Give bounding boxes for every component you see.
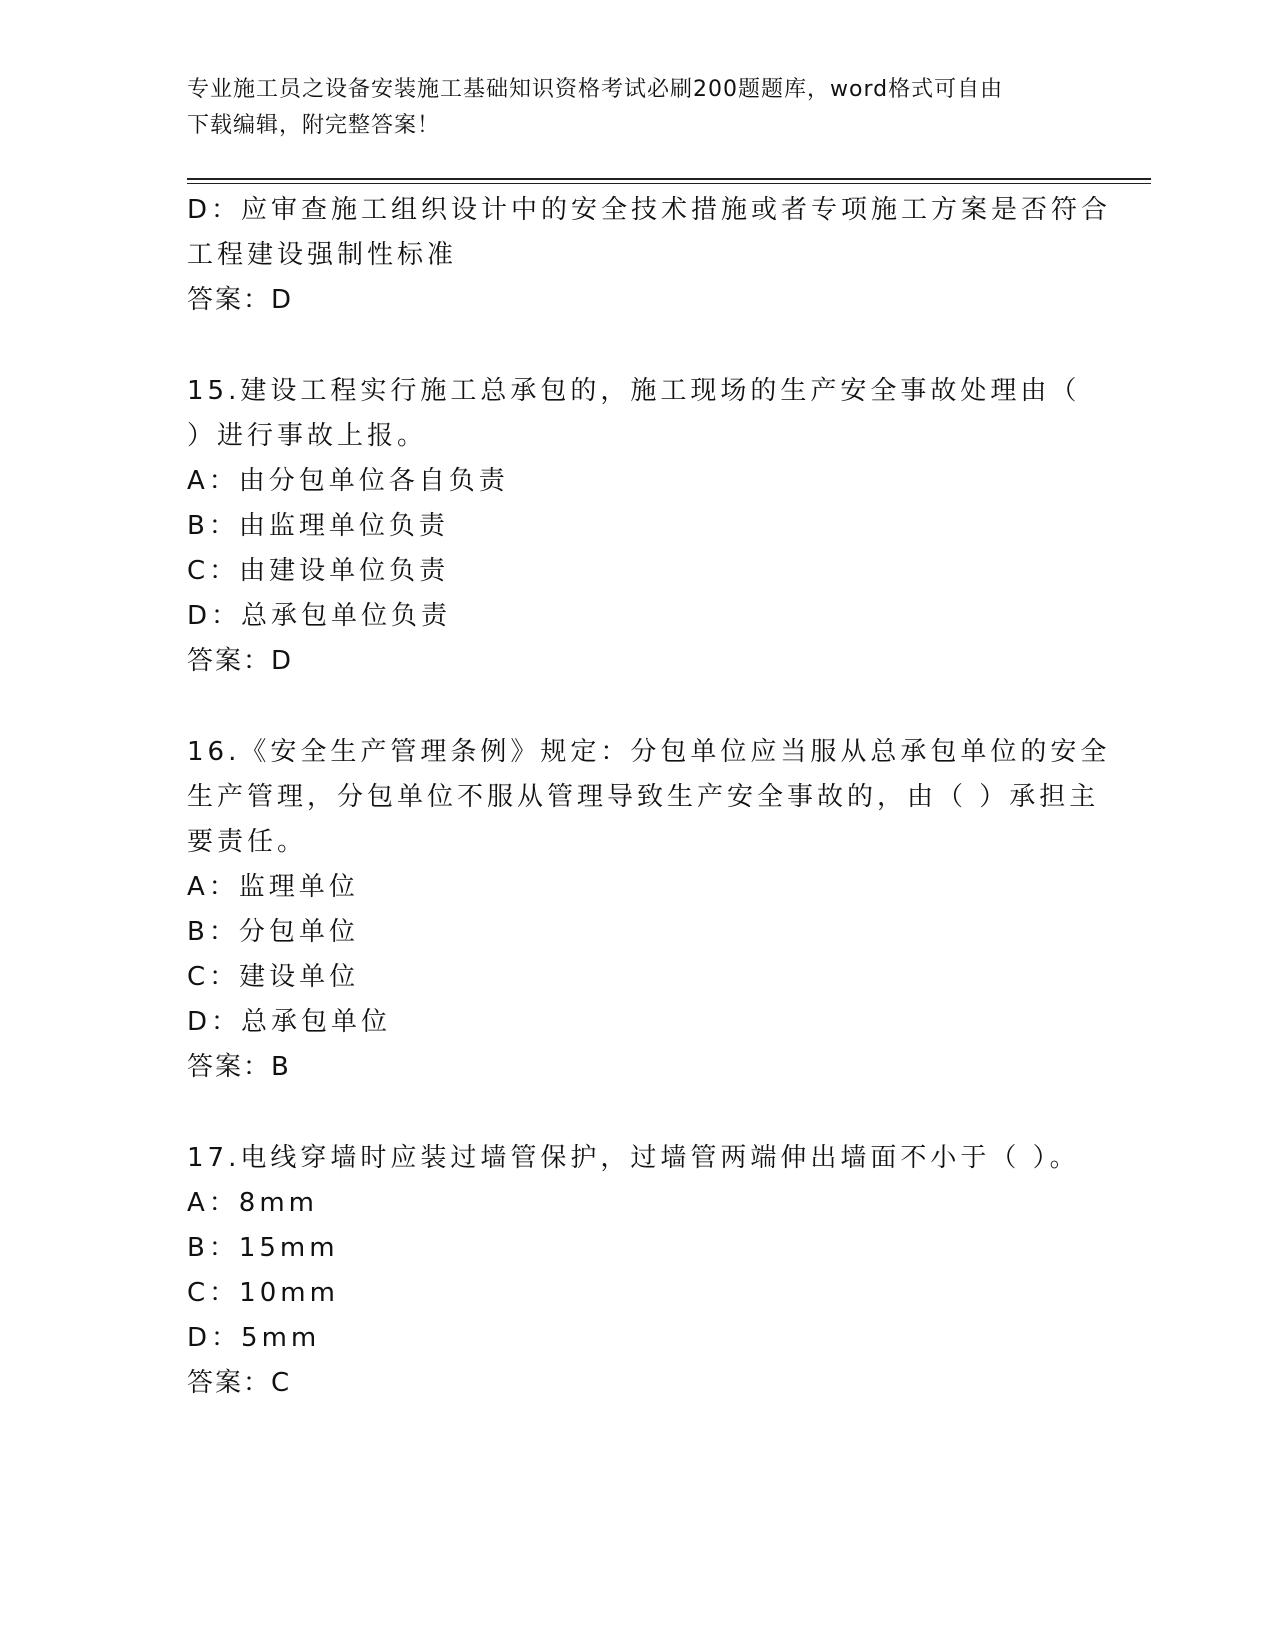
header-rule-thick [187, 178, 1151, 180]
option-c: C：10mm [187, 1278, 339, 1308]
document-body [187, 188, 1112, 1406]
answer-line: 答案：D [187, 646, 294, 676]
question-stem-line: 生产管理，分包单位不服从管理导致生产安全事故的，由（ ）承担主 [187, 782, 1100, 812]
question-16 [187, 730, 1111, 1090]
option-a: A：由分包单位各自负责 [187, 466, 509, 496]
option-b: B：15mm [187, 1233, 339, 1263]
carryover-question [187, 188, 1112, 323]
question-stem-line: 17.电线穿墙时应装过墙管保护，过墙管两端伸出墙面不小于（ ）。 [187, 1143, 1080, 1173]
option-d: D：5mm [187, 1323, 321, 1353]
option-b: B：分包单位 [187, 917, 359, 947]
document-header [187, 72, 1067, 144]
question-stem-line: 要责任。 [187, 827, 308, 857]
question-15 [187, 369, 1087, 684]
question-17 [187, 1136, 1087, 1406]
answer-line: 答案：C [187, 1368, 292, 1398]
option-a: A：监理单位 [187, 872, 359, 902]
header-title-line-1: 专业施工员之设备安装施工基础知识资格考试必刷200题题库，word格式可自由 [187, 77, 1004, 102]
option-d: D：总承包单位负责 [187, 601, 452, 631]
option-d-line-2: 工程建设强制性标准 [187, 240, 458, 270]
question-stem-line: ）进行事故上报。 [187, 421, 428, 451]
question-stem-line: 15.建设工程实行施工总承包的，施工现场的生产安全事故处理由（ [187, 376, 1081, 406]
option-b: B：由监理单位负责 [187, 511, 449, 541]
option-d: D：总承包单位 [187, 1007, 392, 1037]
option-c: C：由建设单位负责 [187, 556, 450, 586]
option-d-line-1: D：应审查施工组织设计中的安全技术措施或者专项施工方案是否符合 [187, 195, 1112, 225]
answer-line: 答案：D [187, 285, 294, 315]
header-rule-thin [187, 183, 1151, 184]
question-stem-line: 16.《安全生产管理条例》规定：分包单位应当服从总承包单位的安全 [187, 737, 1111, 767]
header-title-line-2: 下载编辑，附完整答案！ [187, 113, 441, 138]
option-c: C：建设单位 [187, 962, 360, 992]
answer-line: 答案：B [187, 1052, 291, 1082]
option-a: A：8mm [187, 1188, 318, 1218]
